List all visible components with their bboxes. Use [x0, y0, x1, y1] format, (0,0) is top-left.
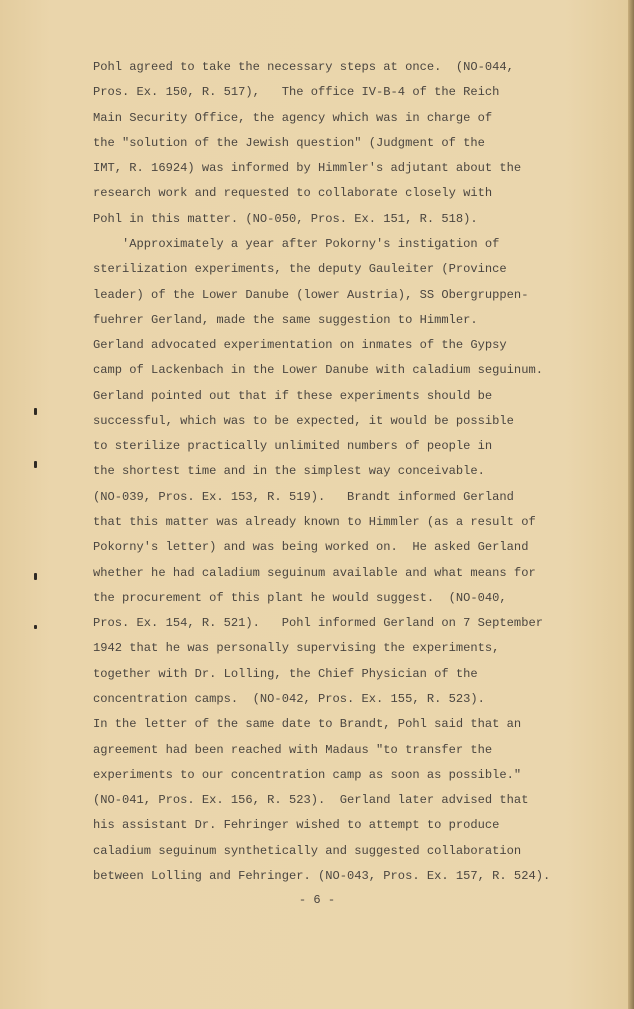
margin-punch-mark — [34, 625, 37, 629]
text-line: Pohl in this matter. (NO-050, Pros. Ex. 151, R. 518). — [93, 211, 478, 226]
text-line: IMT, R. 16924) was informed by Himmler's adjutant about the — [93, 161, 522, 176]
text-line: Pros. Ex. 150, R. 517), The office IV-B-4 of the Reich — [93, 85, 500, 100]
text-line: the shortest time and in the simplest way conceivable. — [93, 464, 485, 479]
text-line: 'Approximately a year after Pokorny's instigation of — [93, 236, 500, 251]
text-line: between Lolling and Fehringer. (NO-043, Pros. Ex. 157, R. 524). — [93, 868, 551, 883]
text-line: research work and requested to collaborate closely with — [93, 186, 493, 201]
margin-punch-mark — [34, 573, 37, 580]
text-line: Main Security Office, the agency which was in charge of — [93, 110, 493, 125]
text-line: to sterilize practically unlimited numbers of people in — [93, 439, 493, 454]
text-line: Pohl agreed to take the necessary steps at once. (NO-044, — [93, 60, 514, 74]
text-line: sterilization experiments, the deputy Gauleiter (Province — [93, 262, 507, 277]
text-line: that this matter was already known to Himmler (as a result of — [93, 515, 536, 530]
text-line: fuehrer Gerland, made the same suggestion to Himmler. — [93, 312, 478, 327]
text-line: agreement had been reached with Madaus "to transfer the — [93, 742, 493, 757]
margin-punch-mark — [34, 461, 37, 468]
text-line: Pokorny's letter) and was being worked on. He asked Gerland — [93, 540, 529, 555]
text-line: camp of Lackenbach in the Lower Danube with caladium seguinum. — [93, 363, 543, 378]
text-line: experiments to our concentration camp as soon as possible." — [93, 767, 522, 782]
text-line: (NO-041, Pros. Ex. 156, R. 523). Gerland later advised that — [93, 793, 529, 808]
text-line: the procurement of this plant he would suggest. (NO-040, — [93, 590, 507, 605]
text-line: caladium seguinum synthetically and suggested collaboration — [93, 843, 522, 858]
text-line: (NO-039, Pros. Ex. 153, R. 519). Brandt informed Gerland — [93, 489, 514, 504]
text-line: 1942 that he was personally supervising the experiments, — [93, 641, 500, 656]
text-line: In the letter of the same date to Brandt, Pohl said that an — [93, 717, 522, 732]
text-line: Gerland pointed out that if these experiments should be — [93, 388, 493, 403]
text-line: whether he had caladium seguinum available and what means for — [93, 565, 536, 580]
text-line: successful, which was to be expected, it would be possible — [93, 413, 514, 428]
page-edge — [628, 0, 634, 1009]
text-line: his assistant Dr. Fehringer wished to attempt to produce — [93, 818, 500, 833]
text-line: Pros. Ex. 154, R. 521). Pohl informed Gerland on 7 September — [93, 616, 543, 631]
text-line: the "solution of the Jewish question" (Judgment of the — [93, 135, 485, 150]
page-number: - 6 - — [298, 893, 336, 907]
text-line: concentration camps. (NO-042, Pros. Ex. 155, R. 523). — [93, 692, 485, 706]
text-line: together with Dr. Lolling, the Chief Physician of the — [93, 666, 478, 681]
text-line: leader) of the Lower Danube (lower Austria), SS Obergruppen- — [93, 287, 529, 302]
margin-punch-mark — [34, 408, 37, 415]
text-line: Gerland advocated experimentation on inmates of the Gypsy — [93, 338, 507, 353]
